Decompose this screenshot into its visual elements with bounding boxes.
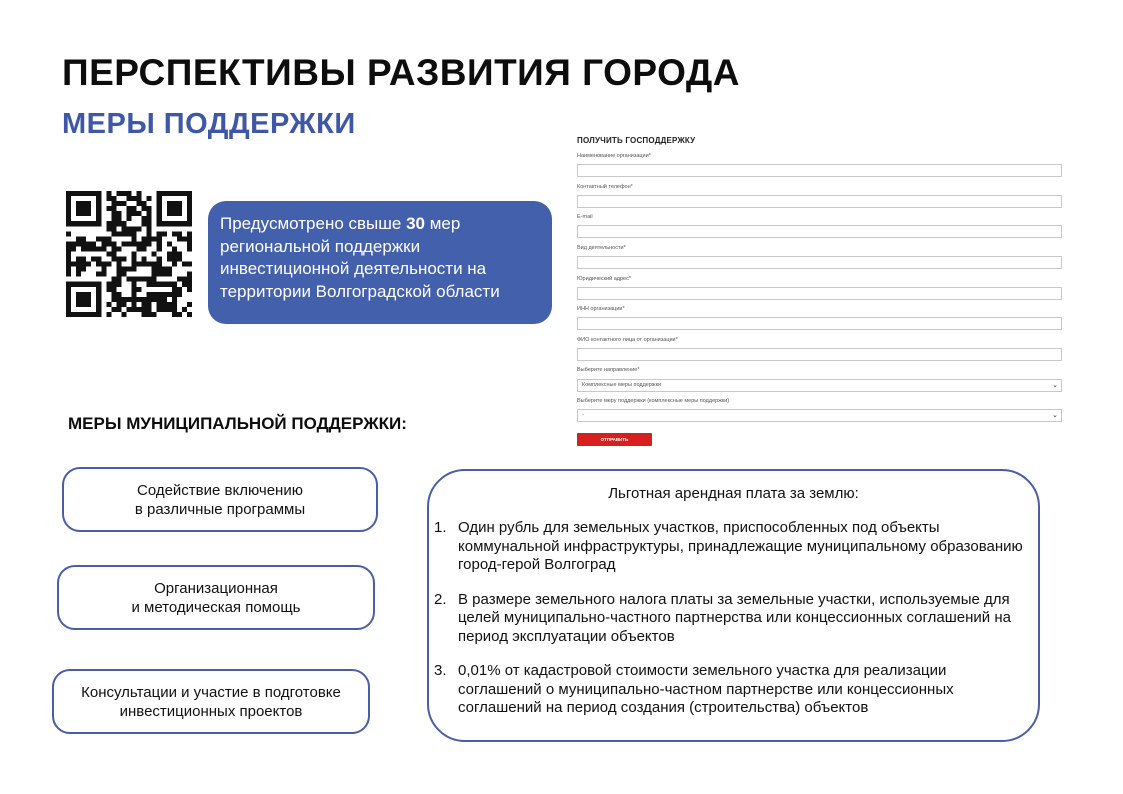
list-item-text: 0,01% от кадастровой стоимости земельного участка для реализации соглашений о муниципально-частном партнерстве или концессионных соглашений на период создания (строительства) объектов [458,662,954,716]
measure-select[interactable] [577,409,1062,422]
measure-select-value: - [582,412,584,418]
direction-select-value: Комплексные меры поддержки [582,382,662,388]
municipal-support-heading: МЕРЫ МУНИЦИПАЛЬНОЙ ПОДДЕРЖКИ: [68,414,407,433]
chevron-down-icon: ⌄ [1052,412,1058,419]
list-item-number: 1. [434,519,447,536]
chevron-down-icon: ⌄ [1052,382,1058,389]
municipal-measure-label: Содействие включению в различные программы [134,481,306,518]
page-subtitle: МЕРЫ ПОДДЕРЖКИ [62,108,356,140]
field-label-measure: Выберите меру поддержки (комплексные меры поддержки) [577,398,730,404]
org-name-input[interactable] [577,164,1062,177]
list-item-number: 2. [434,590,447,608]
activity-input[interactable] [577,256,1062,269]
phone-input[interactable] [577,195,1062,208]
municipal-measure-label: Организационная и методическая помощь [131,579,301,616]
field-label-email: E-mail [577,214,593,220]
gov-support-form [577,136,1063,448]
field-label-address: Юридический адрес* [577,276,631,282]
list-item [434,662,1034,718]
form-title: ПОЛУЧИТЬ ГОСПОДДЕРЖКУ [577,136,696,145]
municipal-measure-consulting [52,669,370,734]
email-input[interactable] [577,225,1062,238]
list-item-text: Один рубль для земельных участков, приспособленных под объекты коммунальной инфраструктуры, принадлежащие муниципальному образованию город-герой Волгоград [458,519,1023,573]
land-rent-list [434,519,1034,734]
info-prefix: Предусмотрено свыше [220,214,407,233]
qr-code-icon [66,191,192,317]
info-number: 30 [406,214,426,233]
municipal-measure-programs [62,467,378,532]
field-label-inn: ИНН организации* [577,306,625,312]
field-label-phone: Контактный телефон* [577,184,633,190]
page-title: ПЕРСПЕКТИВЫ РАЗВИТИЯ ГОРОДА [62,52,740,93]
list-item-text: В размере земельного налога платы за земельные участки, используемые для целей муниципально-частного партнерства или концессионных соглашений на период эксплуатации объектов [458,590,1011,645]
submit-button[interactable]: ОТПРАВИТЬ [577,433,652,446]
list-item [434,591,1034,647]
list-item [434,519,1034,575]
land-rent-benefits-box [427,469,1040,742]
contact-person-input[interactable] [577,348,1062,361]
field-label-contact-person: ФИО контактного лица от организации* [577,337,678,343]
info-suffix: мер региональной поддержки инвестиционной деятельности на территории Волгоградской области [220,214,500,301]
field-label-direction: Выберите направление* [577,367,640,373]
field-label-org-name: Наименование организации* [577,153,651,159]
land-rent-title: Льготная арендная плата за землю: [608,485,859,502]
direction-select[interactable] [577,379,1062,392]
municipal-measure-label: Консультации и участие в подготовке инвестиционных проектов [81,683,341,720]
list-item-number: 3. [434,662,447,679]
address-input[interactable] [577,287,1062,300]
municipal-measure-methodical-help [57,565,375,630]
field-label-activity: Вид деятельности* [577,245,626,251]
regional-support-info [208,201,552,324]
inn-input[interactable] [577,317,1062,330]
